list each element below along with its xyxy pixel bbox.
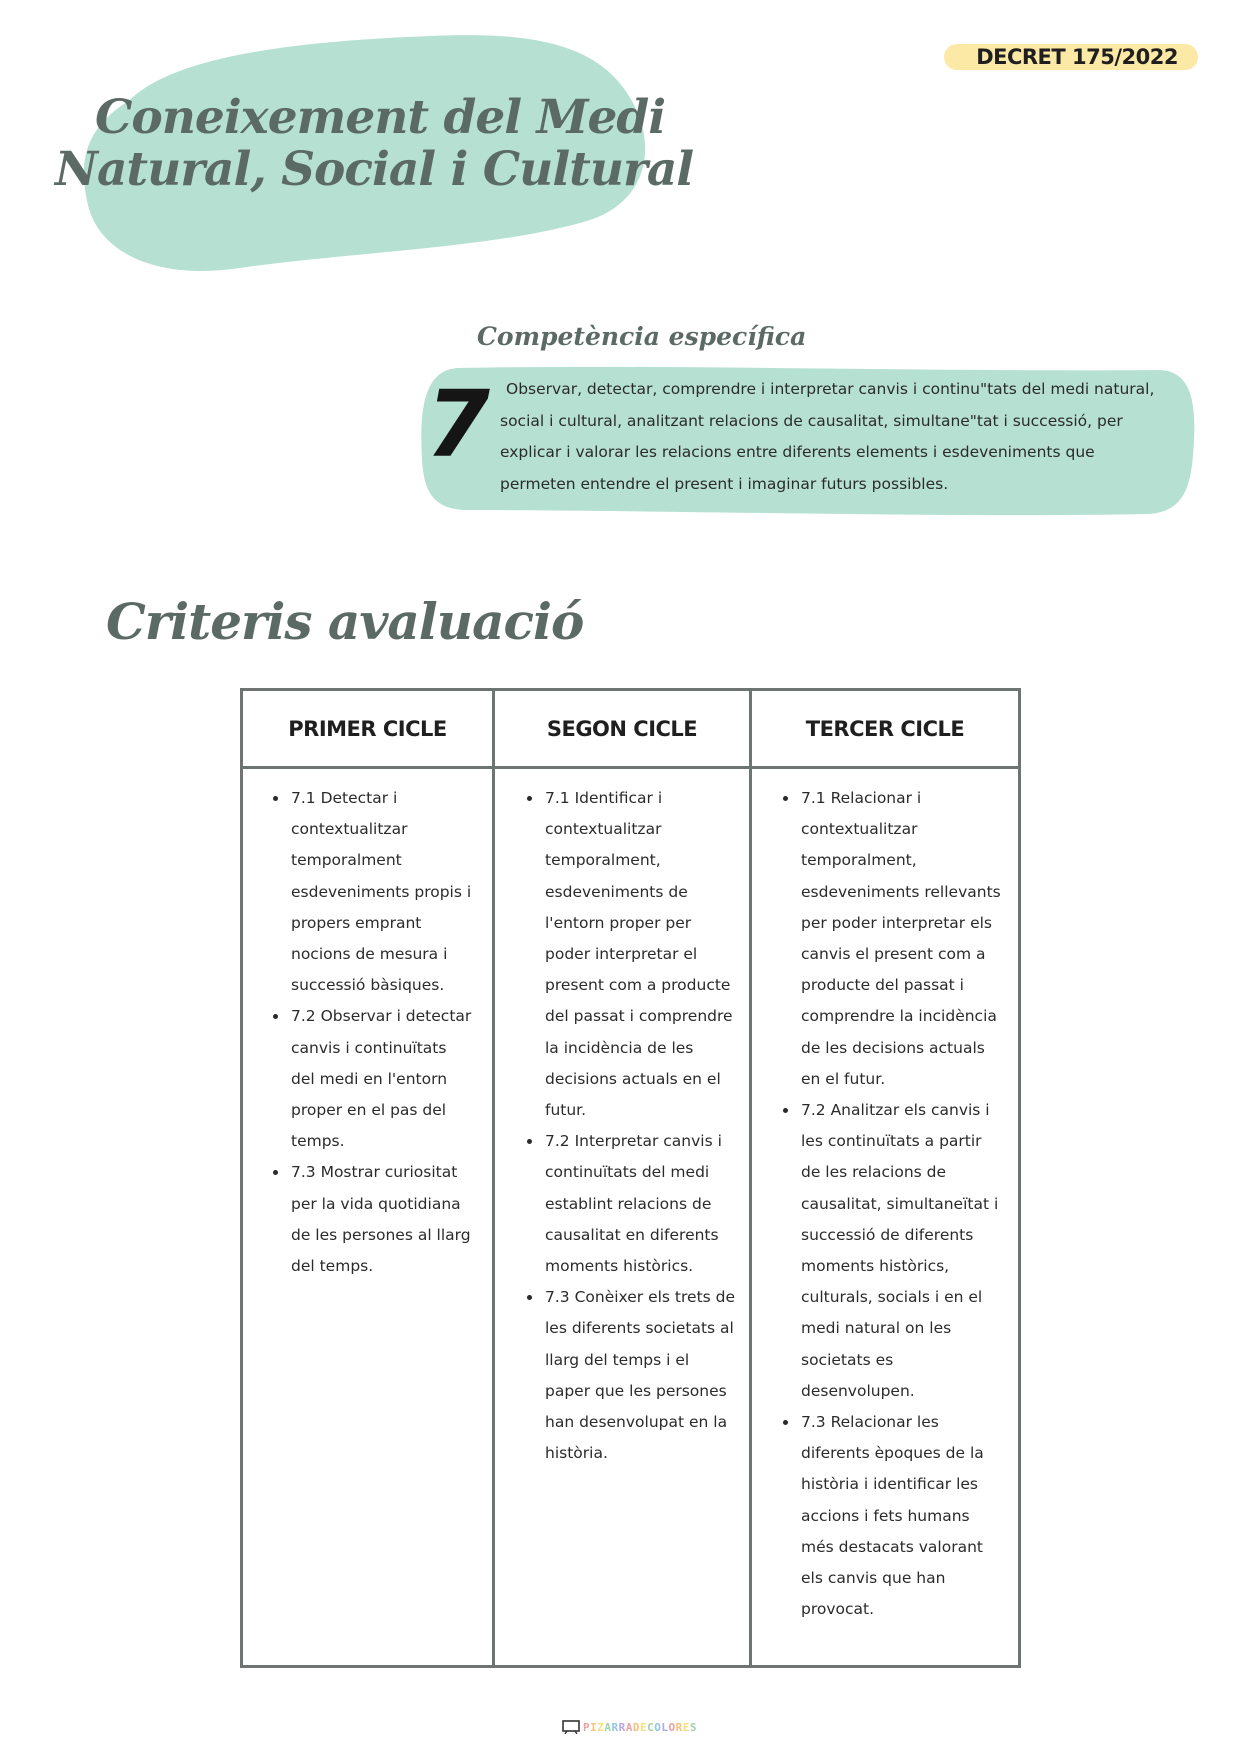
criterion-item: • 7.1 Identificar i contextualitzar temporalment, esdeveniments de l'entorn proper per poder interpretar el present com a producte del passat i comprendre la incidència de les decisions actuals en el futur. xyxy=(543,783,739,1126)
column-segon-cicle xyxy=(511,783,739,1469)
criterion-item: • 7.2 Observar i detectar canvis i continuïtats del medi en l'entorn proper en el pas del temps. xyxy=(289,1001,475,1157)
criterion-item: • 7.3 Conèixer els trets de les diferents societats al llarg del temps i el paper que les persones han desenvolupat en la història. xyxy=(543,1282,739,1469)
criterion-item: • 7.1 Relacionar i contextualitzar temporalment, esdeveniments rellevants per poder interpretar els canvis el present com a producte del passat i comprendre la incidència de les decisions actuals en el futur. xyxy=(799,783,1005,1095)
footer-logo-text: PIZARRADECOLORES xyxy=(583,1720,697,1734)
title-line-1: Coneixement del Medi xyxy=(95,90,666,145)
criterion-item: • 7.1 Detectar i contextualitzar temporalment esdeveniments propis i propers emprant nocions de mesura i successió bàsiques. xyxy=(289,783,475,1001)
criteria-table xyxy=(240,688,1021,1668)
header-segon-cicle: SEGON CICLE xyxy=(495,691,749,769)
criterion-item: • 7.2 Analitzar els canvis i les continuïtats a partir de les relacions de causalitat, simultaneïtat i successió de diferents moments històrics, culturals, socials i en el medi natural on les societats es desenvolupen. xyxy=(799,1095,1005,1407)
page-title xyxy=(55,92,695,196)
column-divider xyxy=(492,691,495,1665)
criteria-heading: Criteris avaluació xyxy=(106,592,584,651)
footer-logo xyxy=(562,1720,697,1734)
competence-heading: Competència específica xyxy=(477,322,807,351)
decree-badge xyxy=(944,44,1198,70)
competence-description: Observar, detectar, comprendre i interpretar canvis i continu"tats del medi natural, social i cultural, analitzant relacions de causalitat, simultane"tat i successió, per explicar i valorar les relacions entre diferents elements i esdeveniments que permeten entendre el present i imaginar futurs possibles. xyxy=(500,380,1155,493)
title-line-2: Natural, Social i Cultural xyxy=(55,142,694,197)
competence-number: 7 xyxy=(426,371,491,478)
criterion-item: • 7.3 Relacionar les diferents èpoques de la història i identificar les accions i fets humans més destacats valorant els canvis que han provocat. xyxy=(799,1407,1005,1625)
criterion-item: • 7.2 Interpretar canvis i continuïtats del medi establint relacions de causalitat en diferents moments històrics. xyxy=(543,1126,739,1282)
decree-label: DECRET 175/2022 xyxy=(976,45,1178,69)
header-primer-cicle: PRIMER CICLE xyxy=(243,691,492,769)
column-tercer-cicle xyxy=(767,783,1005,1625)
column-divider xyxy=(749,691,752,1665)
header-tercer-cicle: TERCER CICLE xyxy=(752,691,1018,769)
board-icon xyxy=(562,1720,580,1734)
column-primer-cicle xyxy=(257,783,475,1282)
criterion-item: • 7.3 Mostrar curiositat per la vida quotidiana de les persones al llarg del temps. xyxy=(289,1157,475,1282)
